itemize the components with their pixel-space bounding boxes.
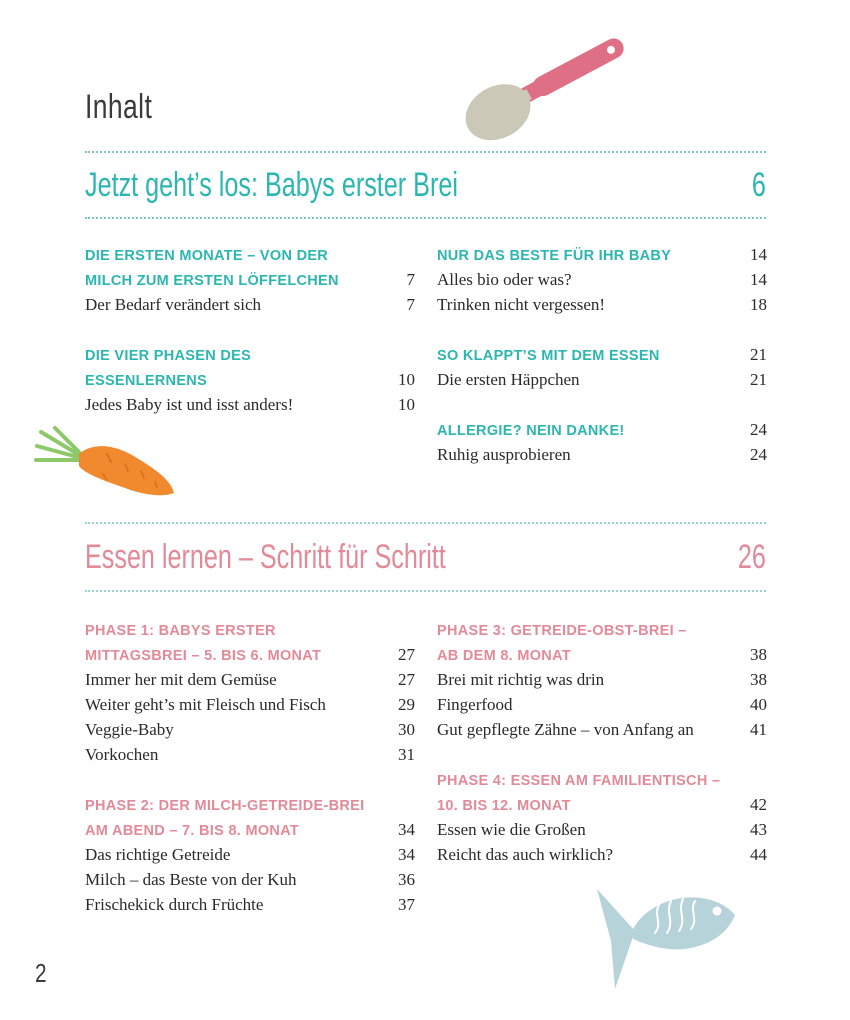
toc-entry-text: Frischekick durch Früchte [85,895,264,914]
toc-entry[interactable] [437,817,767,842]
toc-heading-text: ESSENLERNENS [85,373,208,389]
toc-page-number: 38 [750,645,767,664]
toc-entry[interactable] [85,892,415,917]
toc-entry[interactable] [437,292,767,317]
toc-section-heading[interactable] [437,417,767,442]
toc-heading-text: PHASE 3: GETREIDE-OBST-BREI – [437,623,687,639]
toc-heading-text: DIE ERSTEN MONATE – VON DER [85,248,329,264]
toc-page-number: 30 [398,720,415,739]
toc-section-heading[interactable] [85,792,415,817]
toc-entry[interactable] [85,667,415,692]
toc-entry-text: Der Bedarf verändert sich [85,295,262,314]
toc-section-heading[interactable] [85,617,415,642]
toc-entry-text: Veggie-Baby [85,720,174,739]
toc-entry[interactable] [437,367,767,392]
chapter-2[interactable] [85,538,766,578]
chapter-1-page: 6 [751,166,766,204]
toc-heading-text: DIE VIER PHASEN DES [85,348,252,364]
toc-entry[interactable] [85,717,415,742]
toc-section-heading[interactable] [437,617,767,642]
toc-page-number: 36 [398,870,415,889]
toc-entry-text: Vorkochen [85,745,159,764]
toc-entry-text: Trinken nicht vergessen! [437,295,606,314]
toc-page-number: 24 [750,445,767,464]
toc-entry[interactable] [85,842,415,867]
toc-entry[interactable] [437,842,767,867]
toc-entry-text: Das richtige Getreide [85,845,231,864]
page-title: Inhalt [85,88,153,126]
toc-heading-text: ALLERGIE? NEIN DANKE! [437,423,625,439]
toc-section-heading[interactable] [437,792,767,817]
toc-entry[interactable] [85,742,415,767]
chapter-1-title: Jetzt geht’s los: Babys erster Brei [85,166,458,204]
toc-entry[interactable] [437,692,767,717]
chapter-1[interactable] [85,166,766,206]
toc-page-number: 7 [406,295,415,314]
toc-section-heading[interactable] [85,817,415,842]
toc-entry-text: Die ersten Häppchen [437,370,580,389]
toc-entry-text: Gut gepflegte Zähne – von Anfang an [437,720,694,739]
toc-page-number: 21 [750,370,767,389]
toc-entry-text: Reicht das auch wirklich? [437,845,614,864]
toc-section-heading[interactable] [85,242,415,267]
spoon-icon [455,28,640,143]
carrot-icon [33,424,183,509]
toc-page-number: 14 [750,245,767,264]
toc-entry[interactable] [85,692,415,717]
toc-section-heading[interactable] [85,367,415,392]
toc-page-number: 10 [398,395,415,414]
toc-heading-text: PHASE 1: BABYS ERSTER [85,623,276,639]
toc-heading-text: AM ABEND – 7. BIS 8. MONAT [85,823,300,839]
toc-entry-text: Milch – das Beste von der Kuh [85,870,297,889]
divider [85,151,766,153]
toc-entry[interactable] [437,267,767,292]
toc-entry-text: Jedes Baby ist und isst anders! [85,395,294,414]
toc-page-number: 10 [398,370,415,389]
toc-entry-text: Immer her mit dem Gemüse [85,670,277,689]
toc-entry[interactable] [437,667,767,692]
page-number: 2 [35,958,47,988]
toc-section-heading[interactable] [85,642,415,667]
toc-entry[interactable] [437,442,767,467]
toc-page-number: 42 [750,795,767,814]
toc-section-heading[interactable] [85,267,415,292]
chapter-2-right-column [437,617,767,867]
toc-page-number: 31 [398,745,415,764]
spacer [85,317,415,342]
toc-page-number: 7 [406,270,415,289]
toc-section-heading[interactable] [85,342,415,367]
divider [85,522,766,524]
spacer [437,317,767,342]
toc-page-number: 40 [750,695,767,714]
toc-page-number: 38 [750,670,767,689]
toc-page-number: 44 [750,845,767,864]
toc-entry[interactable] [85,392,415,417]
toc-page-number: 21 [750,345,767,364]
toc-entry-text: Brei mit richtig was drin [437,670,605,689]
toc-entry-text: Weiter geht’s mit Fleisch und Fisch [85,695,326,714]
toc-entry[interactable] [85,292,415,317]
toc-section-heading[interactable] [437,242,767,267]
toc-page-number: 29 [398,695,415,714]
toc-heading-text: MITTAGSBREI – 5. BIS 6. MONAT [85,648,322,664]
chapter-2-left-column [85,617,415,917]
spacer [85,767,415,792]
toc-page-number: 24 [750,420,767,439]
chapter-1-right-column [437,242,767,467]
toc-page-number: 14 [750,270,767,289]
toc-entry-text: Alles bio oder was? [437,270,572,289]
toc-page-number: 34 [398,820,415,839]
spacer [437,392,767,417]
toc-entry[interactable] [437,717,767,742]
divider [85,217,766,219]
toc-heading-text: AB DEM 8. MONAT [437,648,571,664]
toc-section-heading[interactable] [437,642,767,667]
divider [85,590,766,592]
toc-heading-text: SO KLAPPT’S MIT DEM ESSEN [437,348,660,364]
toc-heading-text: NUR DAS BESTE FÜR IHR BABY [437,248,672,264]
toc-page-number: 43 [750,820,767,839]
toc-heading-text: PHASE 4: ESSEN AM FAMILIENTISCH – [437,773,721,789]
fish-icon [593,885,743,995]
chapter-2-page: 26 [738,538,766,576]
toc-page-number: 41 [750,720,767,739]
toc-entry-text: Essen wie die Großen [437,820,586,839]
toc-heading-text: 10. BIS 12. MONAT [437,798,571,814]
toc-page-number: 34 [398,845,415,864]
toc-entry-text: Fingerfood [437,695,513,714]
toc-page-number: 37 [398,895,415,914]
spacer [437,742,767,767]
toc-page-number: 18 [750,295,767,314]
toc-entry[interactable] [85,867,415,892]
toc-heading-text: PHASE 2: DER MILCH-GETREIDE-BREI [85,798,365,814]
toc-section-heading[interactable] [437,767,767,792]
toc-page-number: 27 [398,645,415,664]
chapter-2-title: Essen lernen – Schritt für Schritt [85,538,446,576]
toc-section-heading[interactable] [437,342,767,367]
toc-entry-text: Ruhig ausprobieren [437,445,571,464]
toc-heading-text: MILCH ZUM ERSTEN LÖFFELCHEN [85,273,339,289]
chapter-1-left-column [85,242,415,417]
toc-page-number: 27 [398,670,415,689]
